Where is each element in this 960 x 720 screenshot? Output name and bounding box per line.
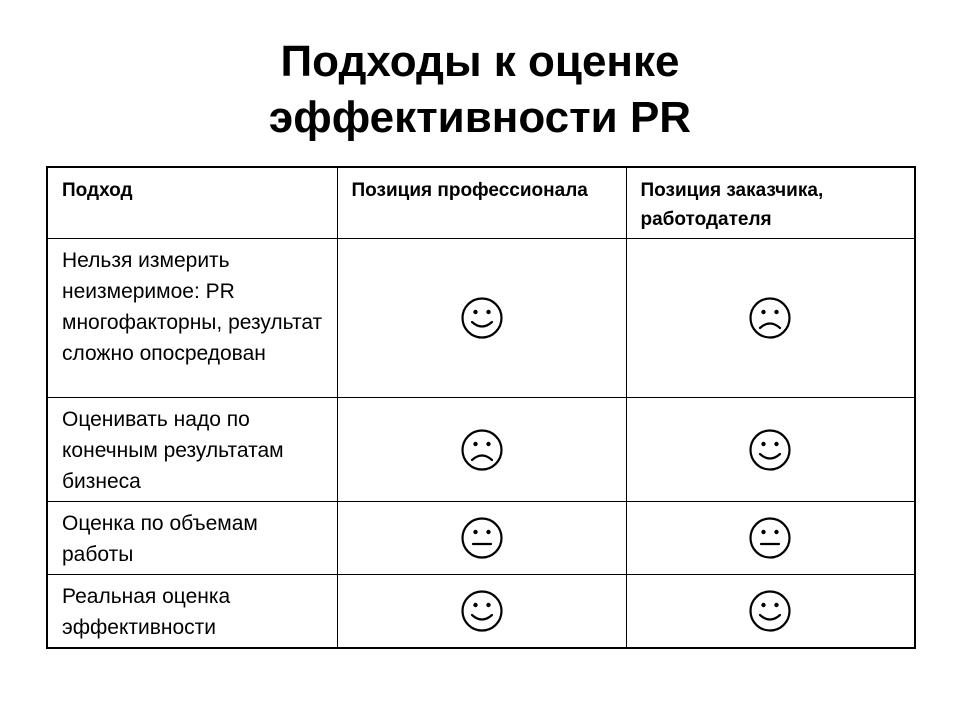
table-header-row <box>47 167 915 239</box>
professional-cell <box>337 575 626 649</box>
client-cell <box>626 575 915 649</box>
client-cell <box>626 502 915 575</box>
neutral-face-icon <box>748 516 792 560</box>
header-approach: Подход <box>47 167 337 239</box>
client-cell <box>626 239 915 398</box>
table-row <box>47 575 915 649</box>
frowning-face-icon <box>460 428 504 472</box>
approach-cell: Оценивать надо по конечным результатам бизнеса <box>47 398 337 502</box>
smiling-face-icon <box>748 428 792 472</box>
approach-cell: Реальная оценка эффективности <box>47 575 337 649</box>
approach-cell: Оценка по объемам работы <box>47 502 337 575</box>
table-row <box>47 502 915 575</box>
professional-cell <box>337 502 626 575</box>
header-professional: Позиция профессионала <box>337 167 626 239</box>
page-title <box>0 34 960 146</box>
smiling-face-icon <box>748 589 792 633</box>
neutral-face-icon <box>460 516 504 560</box>
professional-cell <box>337 398 626 502</box>
approach-cell: Нельзя измерить неизмеримое: PR многофакторны, результат сложно опосредован <box>47 239 337 398</box>
smiling-face-icon <box>460 296 504 340</box>
frowning-face-icon <box>748 296 792 340</box>
smiling-face-icon <box>460 589 504 633</box>
title-line-1: Подходы к оценке <box>280 37 680 86</box>
professional-cell <box>337 239 626 398</box>
table-row <box>47 398 915 502</box>
approaches-table <box>46 166 916 649</box>
client-cell <box>626 398 915 502</box>
title-line-2: эффективности PR <box>268 93 692 142</box>
header-client: Позиция заказчика, работодателя <box>626 167 915 239</box>
table-row <box>47 239 915 398</box>
